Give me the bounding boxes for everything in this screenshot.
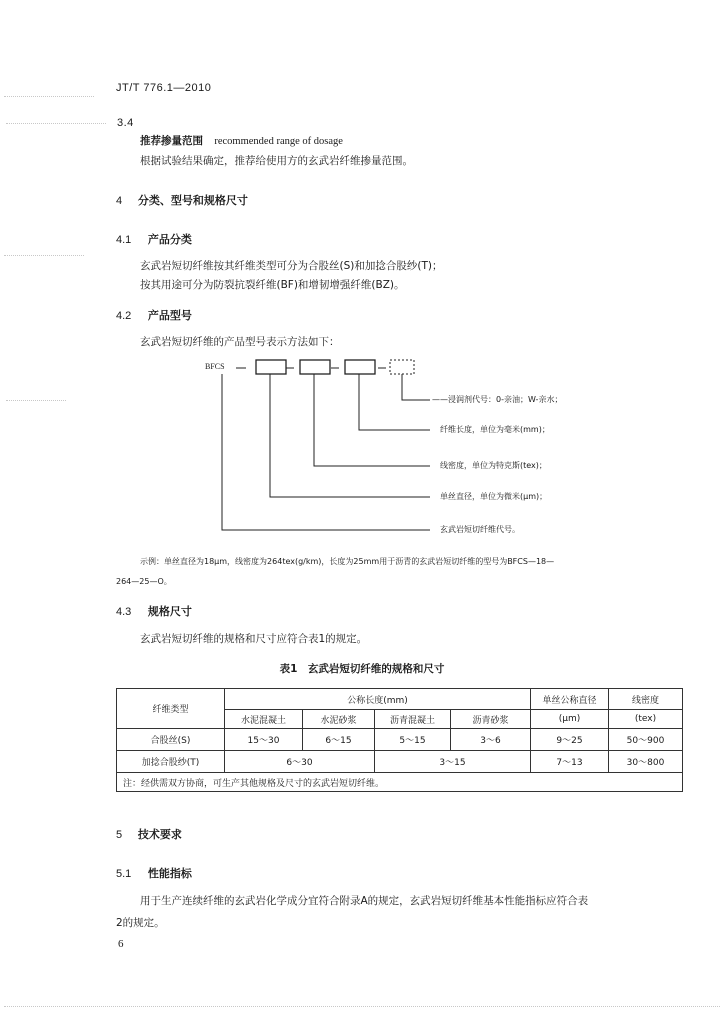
clause-title: 性能指标 [147,867,192,880]
clause-number: 4.2 [116,310,132,322]
cell-density: 30～800 [609,751,683,773]
cell-cement-concrete: 15～30 [225,729,303,751]
clause-4-1-line1: 玄武岩短切纤维按其纤维类型可分为合股丝(S)和加捻合股纱(T)； [140,260,443,272]
cell-cement-mortar: 6～15 [303,729,375,751]
label-product-code: 玄武岩短切纤维代号。 [440,525,520,534]
label-length: 纤维长度，单位为毫米(mm)； [440,425,550,434]
leader-code [222,374,430,530]
clause-5-1-line2: 2的规定。 [116,917,165,929]
clause-3-4-number: 3.4 [117,117,134,129]
table-header-row [117,689,683,710]
header-nominal-length: 公称长度(mm) [225,689,531,710]
header-diameter: 单丝公称直径 [531,689,609,710]
example-line1: 示例：单丝直径为18μm，线密度为264tex(g/km)，长度为25mm用于沥青的玄武岩短切纤维的型号为BFCS—18— [140,557,555,566]
cell-cement-length: 6～30 [225,751,375,773]
diameter-box [256,360,286,374]
table-note: 注：经供需双方协商，可生产其他规格及尺寸的玄武岩短切纤维。 [117,773,683,792]
sizing-box [390,360,414,374]
clause-title: 规格尺寸 [147,605,192,618]
page-number: 6 [118,938,124,950]
clause-5-1-heading [116,865,192,881]
cell-asphalt-length: 3～15 [375,751,531,773]
standard-code: JT/T 776.1—2010 [116,82,212,94]
cell-diameter: 7～13 [531,751,609,773]
code-prefix: BFCS [205,362,225,371]
leader-density [314,374,430,466]
clause-4-2-intro: 玄武岩短切纤维的产品型号表示方法如下： [140,336,340,348]
term-zh: 推荐掺量范围 [140,135,203,147]
section-5-heading [116,826,182,842]
header-density-unit: (tex) [609,710,683,729]
clause-number: 4.3 [116,606,132,618]
subheader-cement-mortar: 水泥砂浆 [303,710,375,729]
clause-5-1-line1: 用于生产连续纤维的玄武岩化学成分宜符合附录A的规定，玄武岩短切纤维基本性能指标应符合表 [140,895,589,907]
clause-number: 4.1 [116,234,132,246]
section-title: 分类、型号和规格尺寸 [137,194,248,207]
header-density: 线密度 [609,689,683,710]
spec-table [116,688,683,792]
row-type: 合股丝(S) [117,729,225,751]
cell-asphalt-concrete: 5～15 [375,729,451,751]
term-en: recommended range of dosage [214,136,343,147]
clause-title: 产品分类 [147,233,192,246]
example-line2: 264—25—O。 [116,577,172,586]
cell-diameter: 9～25 [531,729,609,751]
subheader-cement-concrete: 水泥混凝土 [225,710,303,729]
density-box [300,360,330,374]
clause-4-1-line2: 按其用途可分为防裂抗裂纤维(BF)和增韧增强纤维(BZ)。 [140,279,405,291]
table-caption: 表1 玄武岩短切纤维的规格和尺寸 [279,663,445,675]
leader-sizing [402,374,430,400]
leader-diameter [270,374,430,497]
clause-4-3-intro: 玄武岩短切纤维的规格和尺寸应符合表1的规定。 [140,633,368,645]
clause-3-4-definition: 根据试验结果确定，推荐给使用方的玄武岩纤维掺量范围。 [140,155,413,167]
clause-title: 产品型号 [147,309,192,322]
table-note-row [117,773,683,792]
label-linear-density: 线密度，单位为特克斯(tex)； [440,461,547,470]
cell-asphalt-mortar: 3～6 [451,729,531,751]
subheader-asphalt-mortar: 沥青砂浆 [451,710,531,729]
row-type: 加捻合股纱(T) [117,751,225,773]
section-number: 5 [116,829,123,841]
header-diameter-unit: (μm) [531,710,609,729]
table-row [117,729,683,751]
length-box [345,360,375,374]
section-title: 技术要求 [137,828,182,841]
subheader-asphalt-concrete: 沥青混凝土 [375,710,451,729]
clause-number: 5.1 [116,868,132,880]
cell-density: 50～900 [609,729,683,751]
leader-length [359,374,430,430]
label-filament-diameter: 单丝直径，单位为微米(μm)； [440,492,548,501]
section-number: 4 [116,195,123,207]
clause-4-3-heading [116,603,192,619]
header-fiber-type: 纤维类型 [117,689,225,729]
table-row [117,751,683,773]
label-sizing-agent: ——浸润剂代号：0-亲油；W-亲水； [432,395,563,404]
